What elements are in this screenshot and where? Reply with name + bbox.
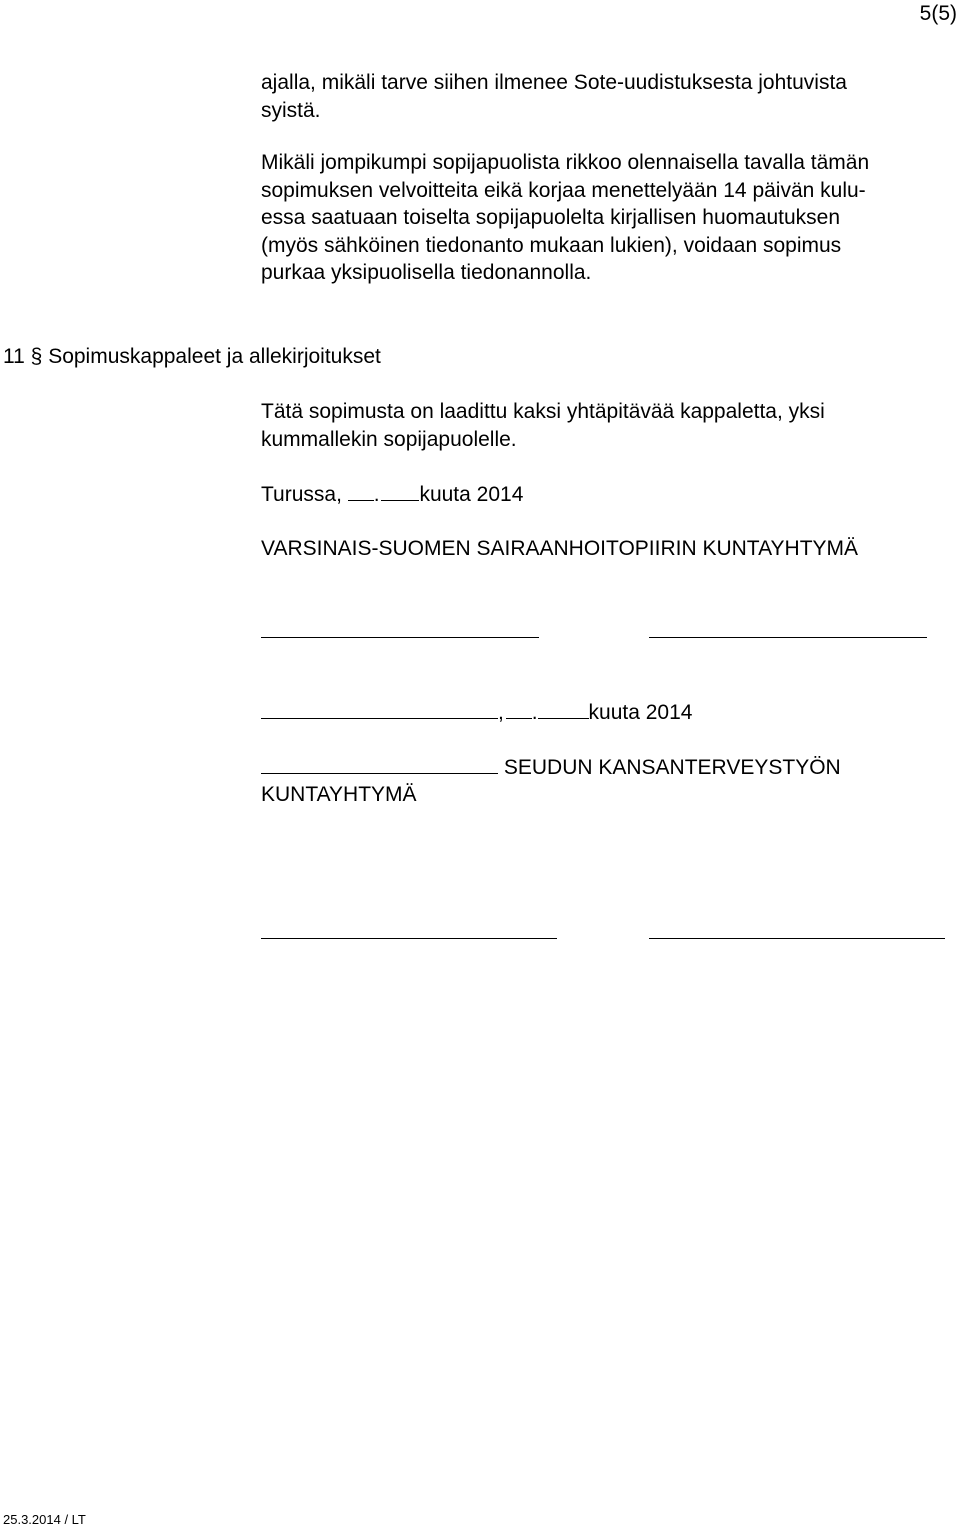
section-title: Sopimuskappaleet ja allekirjoitukset: [48, 345, 381, 368]
section-body: Tätä sopimusta on laadittu kaksi yhtäpitävää kappaletta, yksi kummallekin sopijapuolelle.: [261, 400, 825, 451]
party-2-blank: [261, 772, 498, 774]
day-blank: [348, 499, 374, 501]
section-number: 11: [3, 345, 25, 368]
dot-separator-2: .: [531, 701, 538, 724]
party-2-line1: SEUDUN KANSANTERVEYSTYÖN: [503, 756, 841, 779]
section-symbol: §: [30, 345, 43, 368]
place-date-line-2: [261, 699, 692, 727]
month-year-label-2: kuuta 2014: [588, 701, 693, 724]
place-label: Turussa,: [261, 483, 342, 506]
month-year-label: kuuta 2014: [419, 483, 524, 506]
place-blank: [261, 717, 498, 719]
party-2-name-line2: KUNTAYHTYMÄ: [261, 783, 417, 806]
comma-separator: ,: [498, 701, 504, 724]
party-1-name: VARSINAIS-SUOMEN SAIRAANHOITOPIIRIN KUNTAYHTYMÄ: [261, 537, 859, 560]
page-number: 5(5): [919, 2, 957, 25]
signature-line-party2-right: [649, 938, 945, 939]
section-heading: [3, 343, 381, 371]
party-2-name: [261, 754, 841, 782]
signature-line-party1-left: [261, 637, 539, 638]
month-blank-2: [538, 717, 589, 719]
paragraph-termination: Mikäli jompikumpi sopijapuolista rikkoo olennaisella tavalla tämän sopimuksen velvoitteita eikä korjaa menettelyään 14 päivän kulu- essa saatuaan toiselta sopijapuolelta kirjallisen huomautuksen (myös sähköinen tiedonanto mukaan lukien), voidaan sopimus purkaa yksipuolisella tiedonannolla.: [261, 151, 870, 284]
footer-date-code: 25.3.2014 / LT: [3, 1512, 86, 1527]
dot-separator: .: [373, 483, 380, 506]
signature-line-party1-right: [649, 637, 927, 638]
signature-line-party2-left: [261, 938, 557, 939]
place-date-line-1: [261, 481, 523, 509]
paragraph-continuation: ajalla, mikäli tarve siihen ilmenee Sote-uudistuksesta johtuvista syistä.: [261, 71, 847, 122]
month-blank: [381, 499, 419, 501]
day-blank-2: [506, 717, 532, 719]
